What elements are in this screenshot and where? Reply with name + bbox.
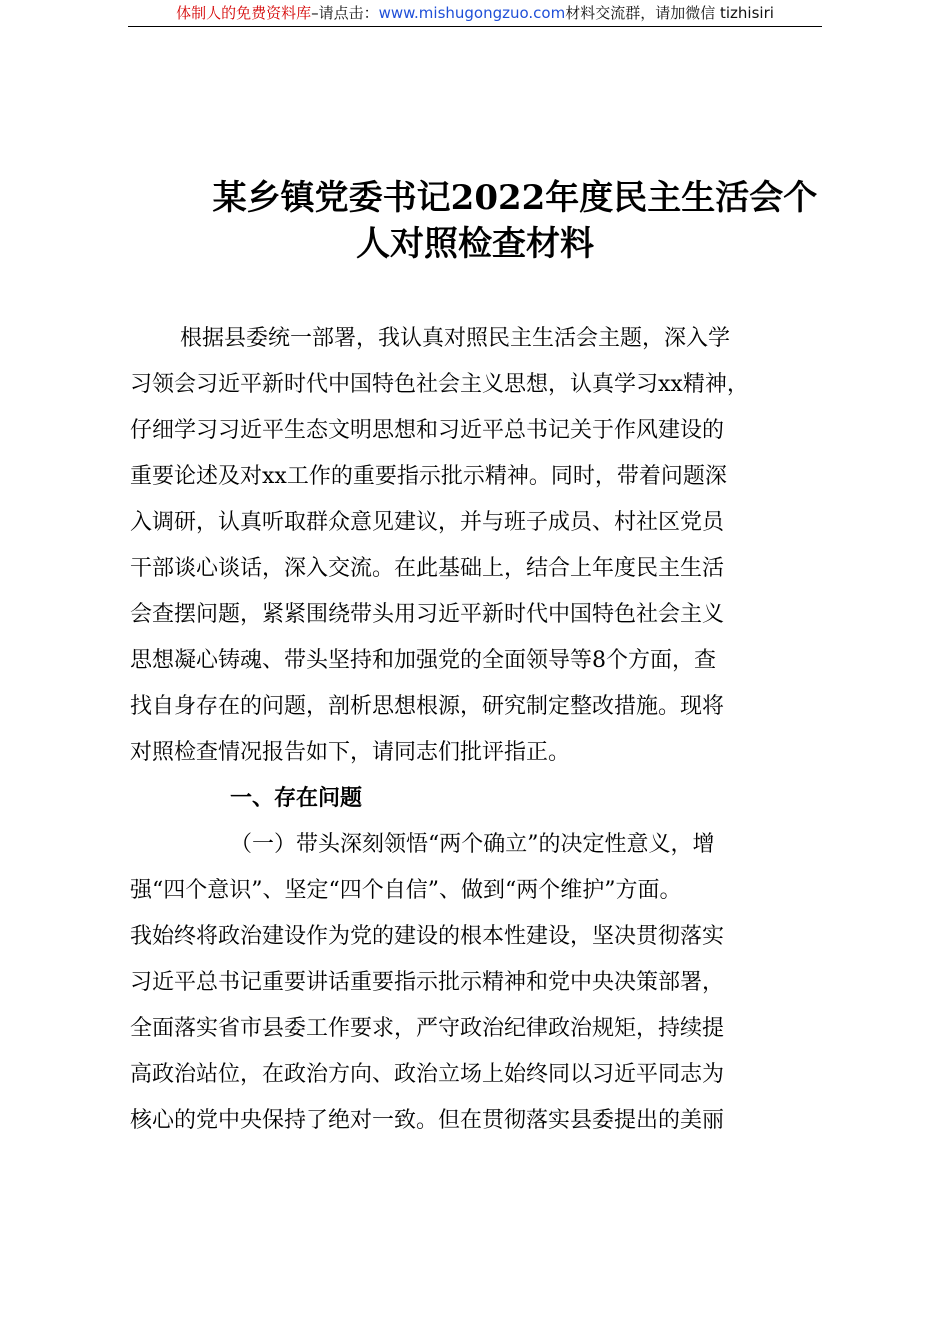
intro-line: 习领会习近平新时代中国特色社会主义思想，认真学习xx精神， (130, 372, 749, 397)
subsection-line: 高政治站位，在政治方向、政治立场上始终同以习近平同志为 (130, 1062, 725, 1087)
subsection-line: 强“四个意识”、坚定“四个自信”、做到“两个维护”方面。 (130, 878, 682, 903)
intro-line: 对照检查情况报告如下，请同志们批评指正。 (130, 740, 571, 765)
intro-line: 干部谈心谈话，深入交流。在此基础上，结合上年度民主生活 (130, 556, 725, 581)
intro-line: 根据县委统一部署，我认真对照民主生活会主题，深入学 (180, 326, 731, 351)
section-heading-problems: 一、存在问题 (230, 786, 363, 811)
header-site-name: 体制人的免费资料库 (176, 4, 312, 22)
intro-line: 找自身存在的问题，剖析思想根源，研究制定整改措施。现将 (130, 694, 725, 719)
intro-line: 思想凝心铸魂、带头坚持和加强党的全面领导等8个方面，查 (130, 648, 716, 673)
page-header (128, 2, 822, 27)
document-title-line-2: 人对照检查材料 (356, 224, 594, 264)
header-note: 材料交流群，请加微信 tizhisiri (565, 4, 774, 22)
subsection-line: 核心的党中央保持了绝对一致。但在贯彻落实县委提出的美丽 (130, 1108, 725, 1133)
header-prompt: –请点击： (311, 4, 379, 22)
intro-line: 仔细学习习近平生态文明思想和习近平总书记关于作风建设的 (130, 418, 725, 443)
subsection-line: 我始终将政治建设作为党的建设的根本性建设，坚决贯彻落实 (130, 924, 725, 949)
intro-line: 重要论述及对xx工作的重要指示批示精神。同时，带着问题深 (130, 464, 727, 489)
intro-line: 会查摆问题，紧紧围绕带头用习近平新时代中国特色社会主义 (130, 602, 725, 627)
subsection-line: 习近平总书记重要讲话重要指示批示精神和党中央决策部署， (130, 970, 725, 995)
intro-line: 入调研，认真听取群众意见建议，并与班子成员、村社区党员 (130, 510, 725, 535)
header-url-link[interactable]: www.mishugongzuo.com (378, 4, 566, 22)
document-title-line-1: 某乡镇党委书记2022年度民主生活会个 (212, 178, 818, 218)
subsection-line: 全面落实省市县委工作要求，严守政治纪律政治规矩，持续提 (130, 1016, 725, 1041)
subsection-line: （一）带头深刻领悟“两个确立”的决定性意义，增 (230, 832, 715, 857)
